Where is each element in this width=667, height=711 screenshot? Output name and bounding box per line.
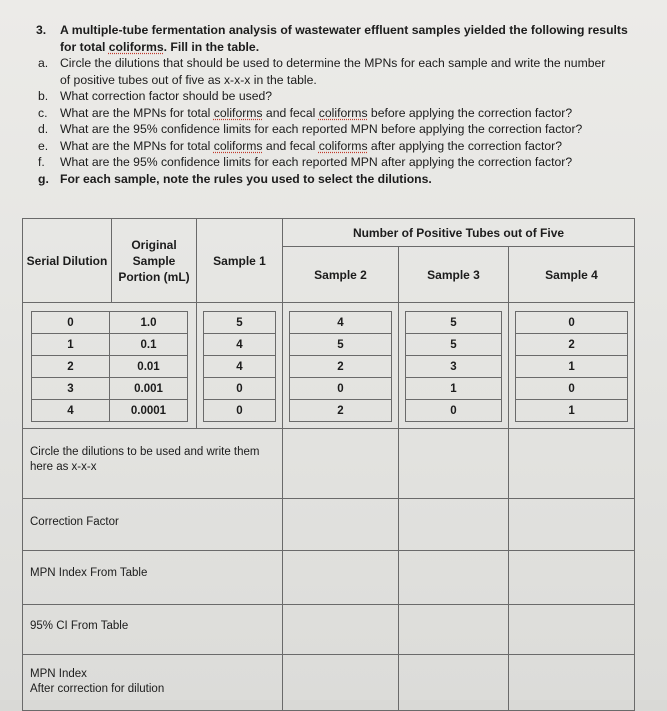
question-number: 3. bbox=[36, 23, 47, 37]
answer-cell[interactable] bbox=[283, 429, 399, 499]
term: coliforms bbox=[318, 138, 368, 153]
item-b bbox=[28, 88, 648, 105]
term: coliforms bbox=[213, 138, 263, 153]
term: coliforms bbox=[318, 105, 368, 120]
text: What are the MPNs for total bbox=[60, 138, 214, 153]
sample-3-subtable bbox=[405, 311, 502, 422]
item-letter: a. bbox=[38, 56, 49, 70]
item-letter: b. bbox=[38, 89, 49, 103]
portion-value: 0.01 bbox=[110, 356, 188, 378]
tube-count: 1 bbox=[516, 356, 628, 378]
tube-count: 4 bbox=[204, 356, 276, 378]
tube-count: 0 bbox=[516, 312, 628, 334]
sample-1-subtable bbox=[203, 311, 276, 422]
item-c bbox=[28, 105, 648, 122]
serial-dilution-header: Serial Dilution bbox=[23, 219, 112, 303]
item-g bbox=[28, 171, 648, 188]
answer-cell[interactable] bbox=[399, 605, 509, 655]
positive-tubes-header: Number of Positive Tubes out of Five bbox=[283, 219, 635, 247]
tube-count: 4 bbox=[290, 312, 392, 334]
portion-value: 0.0001 bbox=[110, 400, 188, 422]
circle-dilutions-label: Circle the dilutions to be used and write them here as x-x-x bbox=[23, 429, 283, 499]
tube-count: 5 bbox=[406, 312, 502, 334]
question-block bbox=[28, 22, 648, 187]
answer-cell[interactable] bbox=[509, 499, 635, 551]
portion-value: 0.1 bbox=[110, 334, 188, 356]
serial-value: 1 bbox=[32, 334, 110, 356]
tube-count: 0 bbox=[406, 400, 502, 422]
item-b-line1: What correction factor should be used? bbox=[60, 89, 273, 103]
intro-term: coliforms bbox=[108, 39, 164, 54]
item-letter: e. bbox=[38, 138, 49, 153]
dilution-subtable bbox=[31, 311, 188, 422]
sample-3-header: Sample 3 bbox=[399, 247, 509, 303]
item-e-line1 bbox=[60, 138, 648, 155]
text: after applying the correction factor? bbox=[367, 138, 562, 153]
tube-count: 5 bbox=[406, 334, 502, 356]
ci-label: 95% CI From Table bbox=[23, 605, 283, 655]
item-a-line2: of positive tubes out of five as x-x-x in the table. bbox=[60, 72, 317, 87]
answer-cell[interactable] bbox=[399, 655, 509, 711]
serial-value: 2 bbox=[32, 356, 110, 378]
correction-factor-row bbox=[23, 499, 635, 551]
mpn-index-label: MPN Index From Table bbox=[23, 551, 283, 605]
text: before applying the correction factor? bbox=[367, 105, 573, 120]
tube-count: 0 bbox=[204, 400, 276, 422]
tube-count: 2 bbox=[290, 356, 392, 378]
answer-cell[interactable] bbox=[399, 499, 509, 551]
answer-cell[interactable] bbox=[509, 551, 635, 605]
answer-cell[interactable] bbox=[509, 605, 635, 655]
sample-4-header: Sample 4 bbox=[509, 247, 635, 303]
sample-2-subtable bbox=[289, 311, 392, 422]
answer-cell[interactable] bbox=[509, 655, 635, 711]
serial-value: 0 bbox=[32, 312, 110, 334]
mpn-index-row bbox=[23, 551, 635, 605]
mpn-after-label bbox=[23, 655, 283, 711]
dilution-cell bbox=[23, 303, 197, 429]
item-f bbox=[28, 154, 648, 171]
intro-line-2 bbox=[60, 39, 648, 56]
sample-2-header: Sample 2 bbox=[283, 247, 399, 303]
sample-1-cell bbox=[197, 303, 283, 429]
mpn-after-row bbox=[23, 655, 635, 711]
mpn-after-line1: MPN Index bbox=[30, 668, 87, 680]
ci-row bbox=[23, 605, 635, 655]
tube-count: 2 bbox=[516, 334, 628, 356]
item-a-line1: Circle the dilutions that should be used to determine the MPNs for each sample and write the number bbox=[60, 56, 606, 70]
item-d-line1: What are the 95% confidence limits for each reported MPN before applying the correction factor? bbox=[60, 122, 583, 136]
text: What are the MPNs for total bbox=[60, 105, 214, 120]
tube-count: 1 bbox=[406, 378, 502, 400]
item-c-line1 bbox=[60, 105, 648, 122]
tube-count: 2 bbox=[290, 400, 392, 422]
tube-count: 4 bbox=[204, 334, 276, 356]
item-e bbox=[28, 138, 648, 155]
header-row-1 bbox=[23, 219, 635, 247]
item-letter: d. bbox=[38, 122, 49, 136]
mpn-after-line2: After correction for dilution bbox=[30, 683, 165, 695]
tube-count: 0 bbox=[516, 378, 628, 400]
portion-value: 0.001 bbox=[110, 378, 188, 400]
intro-line-1: A multiple-tube fermentation analysis of wastewater effluent samples yielded the following results bbox=[60, 23, 628, 37]
portion-value: 1.0 bbox=[110, 312, 188, 334]
item-a bbox=[28, 55, 648, 88]
item-g-line1: For each sample, note the rules you used to select the dilutions. bbox=[60, 171, 432, 186]
tube-count: 1 bbox=[516, 400, 628, 422]
correction-factor-label: Correction Factor bbox=[23, 499, 283, 551]
tube-count: 0 bbox=[290, 378, 392, 400]
text: and fecal bbox=[262, 138, 319, 153]
answer-cell[interactable] bbox=[283, 499, 399, 551]
serial-value: 3 bbox=[32, 378, 110, 400]
answer-cell[interactable] bbox=[399, 551, 509, 605]
sample-1-header: Sample 1 bbox=[197, 219, 283, 303]
sample-3-cell bbox=[399, 303, 509, 429]
item-letter: f. bbox=[38, 155, 45, 169]
answer-cell[interactable] bbox=[283, 605, 399, 655]
text: and fecal bbox=[262, 105, 319, 120]
results-table bbox=[22, 218, 635, 711]
sample-2-cell bbox=[283, 303, 399, 429]
data-block bbox=[23, 303, 635, 429]
answer-cell[interactable] bbox=[283, 551, 399, 605]
item-letter: g. bbox=[38, 171, 49, 186]
serial-value: 4 bbox=[32, 400, 110, 422]
item-d bbox=[28, 121, 648, 138]
intro-post: . Fill in the table. bbox=[163, 39, 260, 54]
sample-4-cell bbox=[509, 303, 635, 429]
intro-pre: for total bbox=[60, 39, 109, 54]
tube-count: 3 bbox=[406, 356, 502, 378]
question-intro bbox=[28, 22, 648, 55]
answer-cell[interactable] bbox=[509, 429, 635, 499]
tube-count: 5 bbox=[204, 312, 276, 334]
item-f-line1: What are the 95% confidence limits for each reported MPN after applying the correction factor? bbox=[60, 155, 573, 169]
portion-header: Original Sample Portion (mL) bbox=[112, 219, 197, 303]
circle-dilutions-row bbox=[23, 429, 635, 499]
answer-cell[interactable] bbox=[283, 655, 399, 711]
tube-count: 5 bbox=[290, 334, 392, 356]
item-letter: c. bbox=[38, 105, 48, 120]
answer-cell[interactable] bbox=[399, 429, 509, 499]
sample-4-subtable bbox=[515, 311, 628, 422]
term: coliforms bbox=[213, 105, 263, 120]
tube-count: 0 bbox=[204, 378, 276, 400]
